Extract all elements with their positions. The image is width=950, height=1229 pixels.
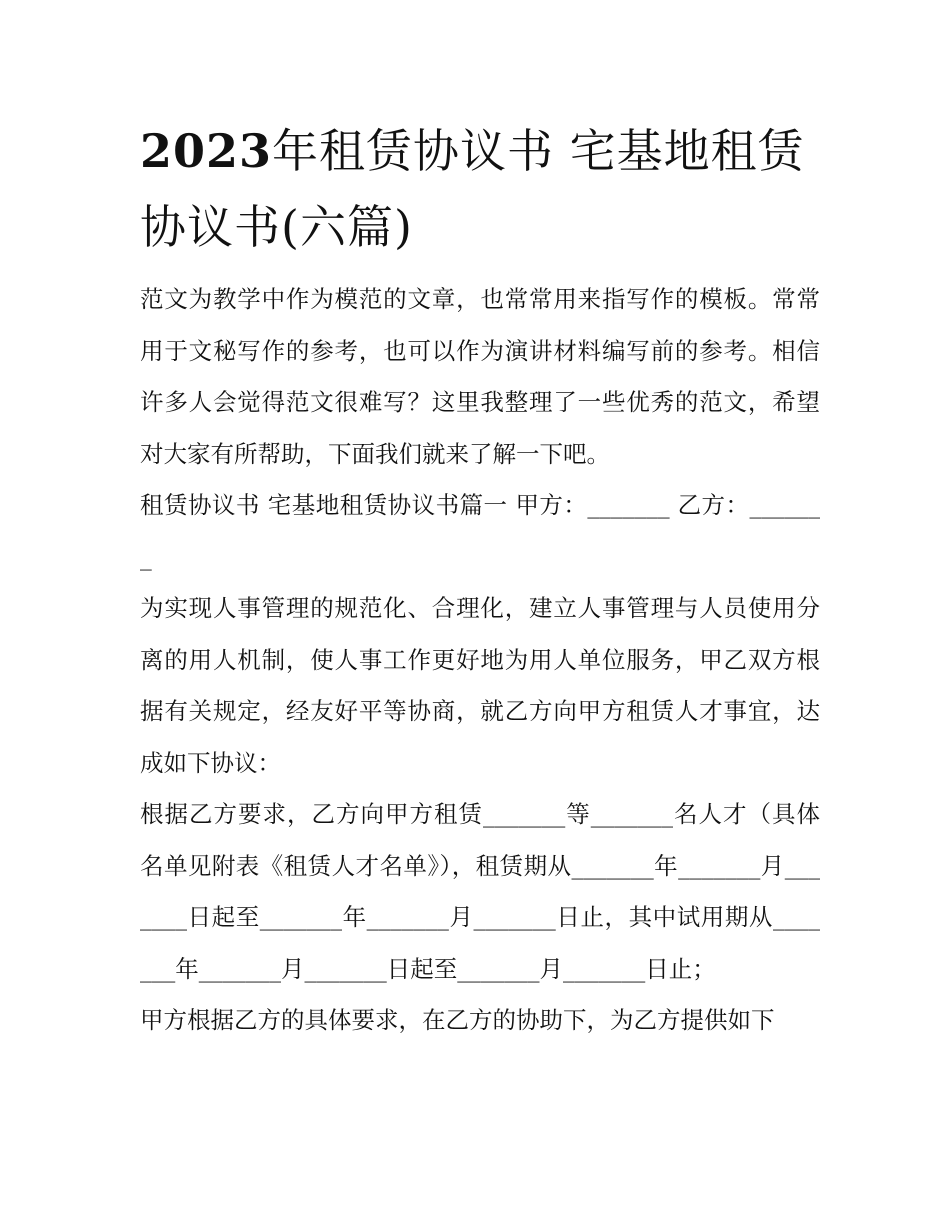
document-title [140,113,820,265]
title-year: 2023 [140,124,273,178]
purpose-paragraph: 为实现人事管理的规范化、合理化，建立人事管理与人员使用分离的用人机制，使人事工作更好地为用人单位服务，甲乙双方根据有关规定，经友好平等协商，就乙方向甲方租赁人才事宜，达成如下协议： [140,594,820,777]
intro-paragraph: 范文为教学中作为模范的文章，也常常用来指写作的模板。常常用于文秘写作的参考，也可以作为演讲材料编写前的参考。相信许多人会觉得范文很难写？这里我整理了一些优秀的范文，希望对大家有所帮助，下面我们就来了解一下吧。 [140,285,820,468]
lease-term-paragraph: 根据乙方要求，乙方向甲方租赁_______等_______名人才（具体名单见附表《租赁人才名单》），租赁期从_______年_______月_______日起至_______年_______月_______日止，其中试用期从_______年_______月_______日起至_______月_______日止； [140,800,820,983]
title-text: 年租赁协议书 宅基地租赁协议书(六篇) [140,124,805,254]
document-body [140,274,820,1047]
agreement-parties-paragraph: 租赁协议书 宅基地租赁协议书篇一 甲方：_______ 乙方：_______ [140,491,820,571]
services-paragraph: 甲方根据乙方的具体要求，在乙方的协助下，为乙方提供如下 [140,1006,775,1034]
